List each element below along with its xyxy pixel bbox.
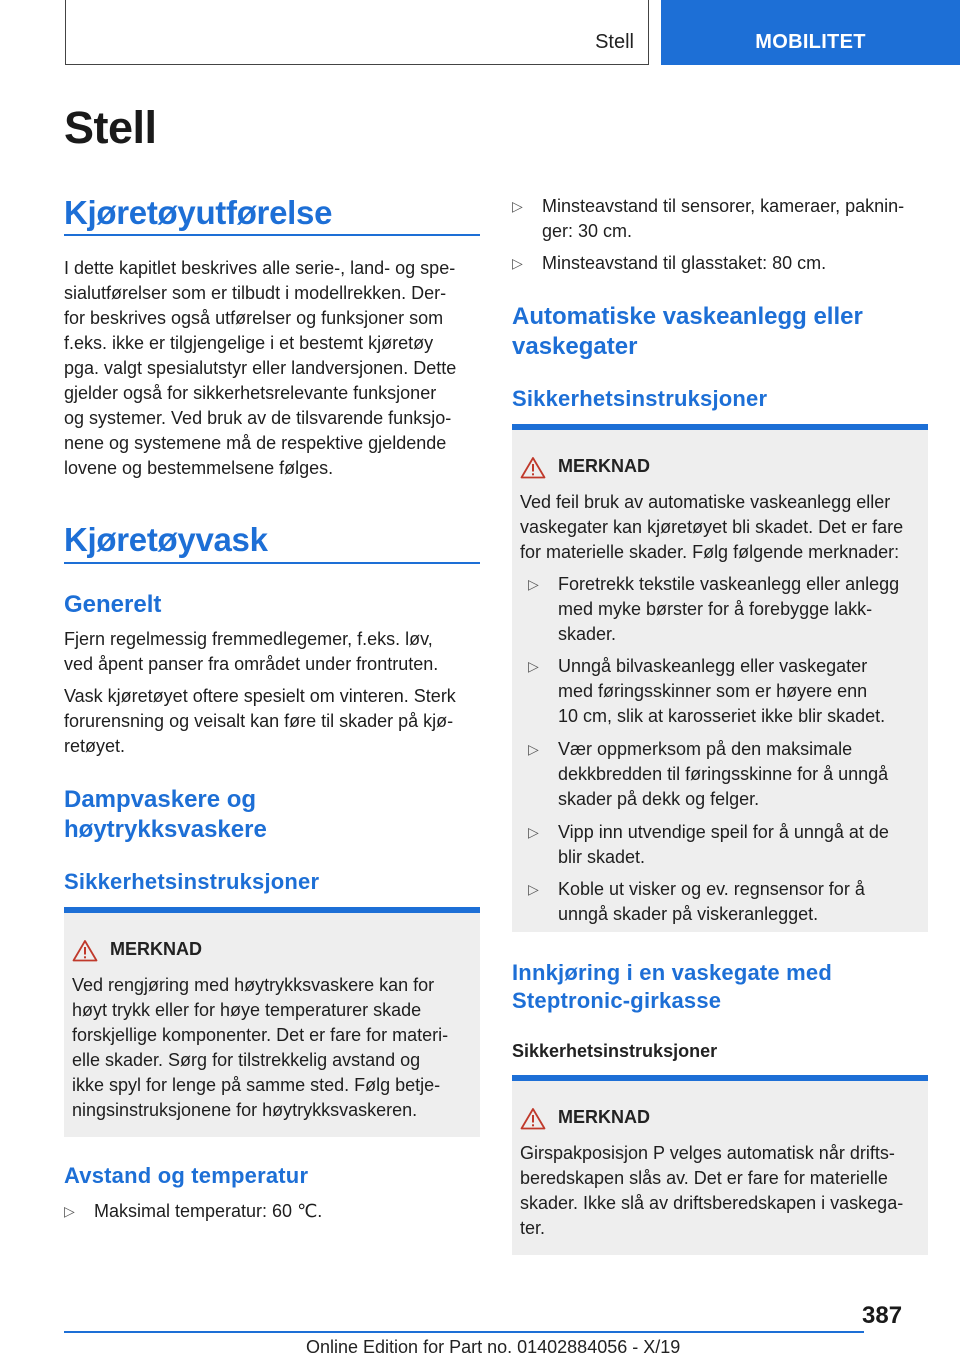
heading-rule bbox=[64, 234, 480, 236]
heading-rule bbox=[64, 562, 480, 564]
list-item: ▷ Vær oppmerksom på den maksimale dekkbredden til føringsskinne for å unngå skader på dekk og felger. bbox=[528, 737, 920, 812]
paragraph-general-1: Fjern regelmessig fremmedlegemer, f.eks. løv, ved åpent panser fra området under frontruten. bbox=[64, 629, 439, 674]
warning-triangle-icon bbox=[72, 939, 98, 962]
list-item: ▷ Koble ut visker og ev. regnsensor for å unngå skader på viskeranlegget. bbox=[528, 877, 920, 927]
subheading-safety-instructions: Sikkerhetsinstruksjoner bbox=[512, 1041, 718, 1061]
heading-steptronic: Innkjøring i en vaskegate med Steptronic-girkasse bbox=[512, 960, 833, 1013]
notice-box bbox=[512, 424, 928, 932]
header-section-tab bbox=[65, 0, 649, 65]
paragraph-vehicle-design: I dette kapitlet beskrives alle serie-, land- og spe- sialutførelser som er tilbudt i modellrekken. Der- for beskrives også utførelser og funksjoner som f.eks. ikke er tilgjengelige i et bestemt kjøretøy pga. valgt spesialutstyr eller landversjonen. Dette gjelder også for sikkerhetsrelevante funksjoner og systemer. Ved bruk av de tilsvarende funksjo- nene og systemene må de respektive gjeldende lovene og bestemmelsene følges. bbox=[64, 258, 457, 478]
notice-label: MERKNAD bbox=[558, 456, 650, 476]
notice-header bbox=[512, 456, 928, 482]
list-item: ▷ Vipp inn utvendige speil for å unngå at de blir skadet. bbox=[528, 820, 920, 870]
footer-rule bbox=[64, 1331, 864, 1333]
notice-box bbox=[512, 1075, 928, 1255]
notice-text: Ved feil bruk av automatiske vaskeanlegg eller vaskegater kan kjøretøyet bli skadet. Det er fare for materielle skader. Følg følgende merknader: bbox=[520, 492, 904, 562]
heading-general: Generelt bbox=[64, 591, 162, 618]
list-item: ▷ Unngå bilvaskeanlegg eller vaskegater med føringsskinner som er høyere enn 10 cm, slik at karosseriet ikke blir skadet. bbox=[528, 654, 920, 729]
warning-triangle-icon bbox=[520, 1107, 546, 1130]
heading-safety-instructions: Sikkerhetsinstruksjoner bbox=[512, 386, 768, 411]
heading-safety-instructions: Sikkerhetsinstruksjoner bbox=[64, 869, 320, 894]
heading-vehicle-design: Kjøretøyutførelse bbox=[64, 194, 333, 231]
paragraph-general-2: Vask kjøretøyet oftere spesielt om vinteren. Sterk forurensning og veisalt kan føre til skader på kjø- retøyet. bbox=[64, 686, 456, 756]
warning-triangle-icon bbox=[520, 456, 546, 479]
heading-automatic-car-wash: Automatiske vaskeanlegg eller vaskegater bbox=[512, 303, 863, 360]
heading-distance-temperature: Avstand og temperatur bbox=[64, 1163, 309, 1188]
header-chapter-label: MOBILITET bbox=[755, 31, 866, 53]
header-section-label: Stell bbox=[595, 31, 634, 53]
heading-steam-cleaners: Dampvaskere og høytrykksvaskere bbox=[64, 786, 267, 843]
notice-text: Girspakposisjon P velges automatisk når drifts- beredskapen slås av. Det er fare for materielle skader. Ikke slå av driftsberedskapen i vaskega- ter. bbox=[520, 1143, 904, 1238]
notice-label: MERKNAD bbox=[558, 1107, 650, 1127]
notice-box bbox=[64, 907, 480, 1137]
page-number: 387 bbox=[862, 1302, 903, 1329]
page-title: Stell bbox=[64, 102, 157, 153]
notice-label: MERKNAD bbox=[110, 939, 202, 959]
list-item: ▷ Foretrekk tekstile vaskeanlegg eller anlegg med myke børster for å forebygge lakk- skader. bbox=[528, 572, 920, 647]
list-item: ▷ Maksimal temperatur: 60 ℃. bbox=[64, 1199, 480, 1224]
heading-vehicle-wash: Kjøretøyvask bbox=[64, 521, 268, 558]
header-chapter-tab bbox=[661, 0, 960, 65]
list-item: ▷ Minsteavstand til sensorer, kameraer, paknin- ger: 30 cm. bbox=[512, 194, 932, 244]
list-item: ▷ Minsteavstand til glasstaket: 80 cm. bbox=[512, 251, 932, 276]
notice-header bbox=[512, 1107, 928, 1133]
notice-text: Ved rengjøring med høytrykksvaskere kan for høyt trykk eller for høye temperaturer skade forskjellige komponenter. Det er fare for materi- elle skader. Sørg for tilstrekkelig avstand og ikke spyl for lenge på samme sted. Følg betje- ningsinstruksjonene for høytrykksvaskeren. bbox=[72, 975, 449, 1120]
footer-edition: Online Edition for Part no. 01402884056 - X/19 bbox=[306, 1337, 681, 1357]
notice-header bbox=[64, 939, 480, 965]
